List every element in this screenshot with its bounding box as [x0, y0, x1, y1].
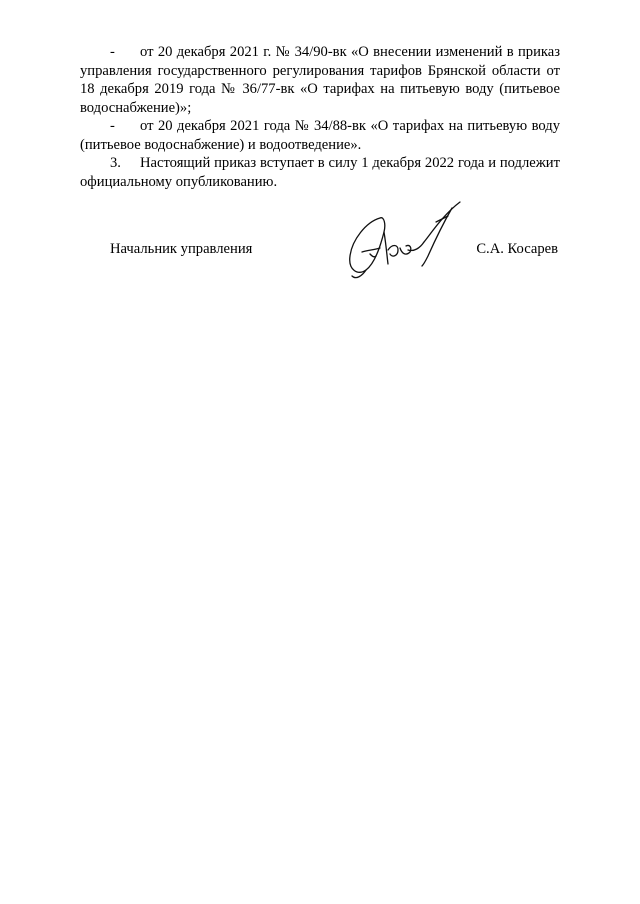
signature-block — [0, 236, 640, 266]
list-marker: - — [110, 118, 115, 134]
signatory-name: С.А. Косарев — [476, 241, 558, 257]
list-marker: 3. — [110, 155, 121, 171]
list-item — [80, 43, 560, 117]
position-title: Начальник управления — [110, 241, 253, 257]
paragraph-text: от 20 декабря 2021 года № 34/88-вк «О тарифах на питьевую воду (питьевое водоснабжение) и водоотведение». — [80, 118, 560, 153]
handwritten-signature — [340, 198, 470, 282]
document-body — [80, 43, 560, 191]
list-item — [80, 117, 560, 154]
paragraph-text: Настоящий приказ вступает в силу 1 декабря 2022 года и подлежит официальному опубликованию. — [80, 155, 560, 190]
list-item — [80, 154, 560, 191]
paragraph-text: от 20 декабря 2021 г. № 34/90-вк «О внесении изменений в приказ управления государственного регулирования тарифов Брянской области от 18 декабря 2019 года № 36/77-вк «О тарифах на питьевую воду (питьевое водоснабжение)»; — [80, 44, 560, 116]
list-marker: - — [110, 44, 115, 60]
